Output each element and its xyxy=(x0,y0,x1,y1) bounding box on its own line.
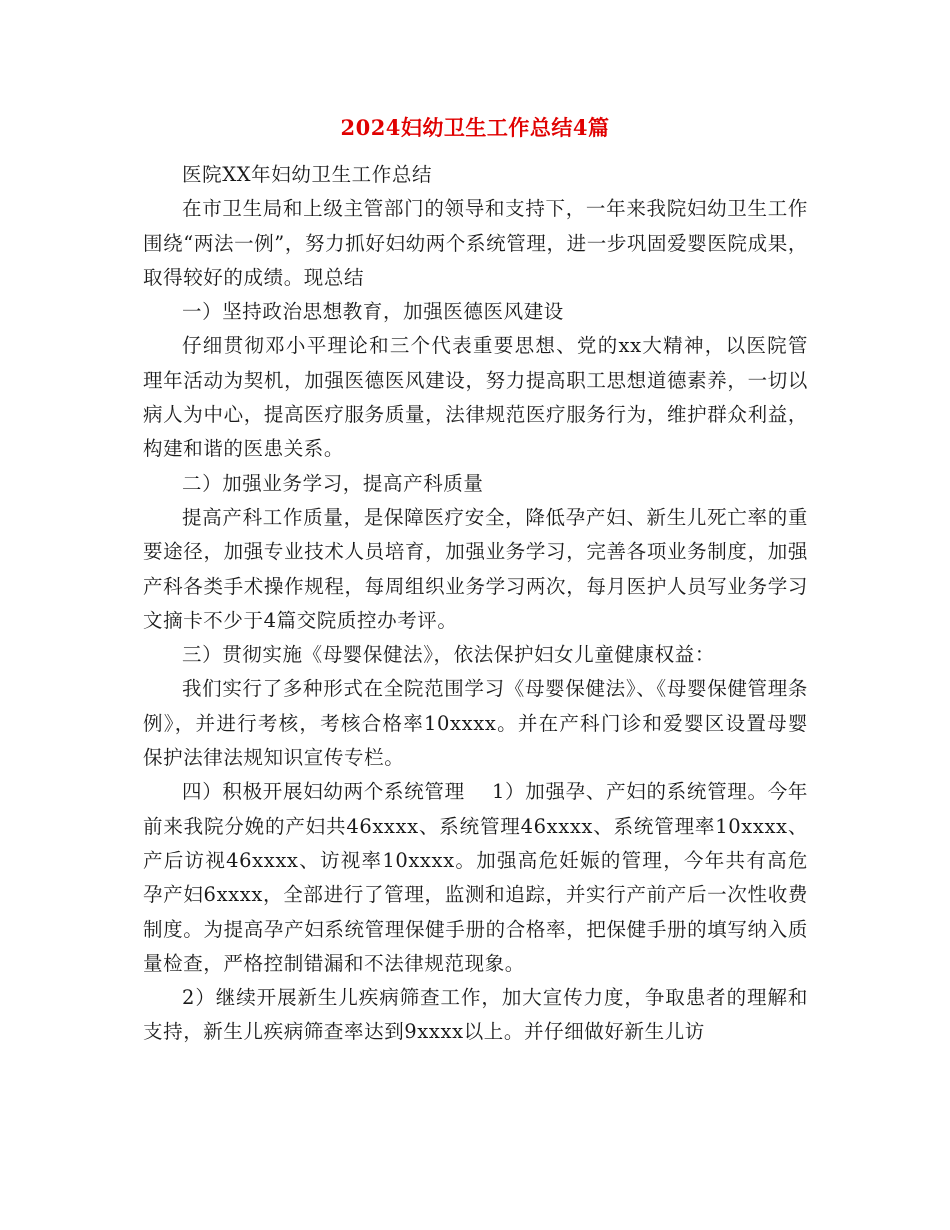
section-heading-3: 三）贯彻实施《母婴保健法》，依法保护妇女儿童健康权益： xyxy=(182,643,715,667)
section-heading-2: 二）加强业务学习，提高产科质量 xyxy=(182,471,484,495)
paragraph-section-2: 提高产科工作质量，是保障医疗安全，降低孕产妇、新生儿死亡率的重要途径，加强专业技术人员培育，加强业务学习，完善各项业务制度，加强产科各类手术操作规程，每周组织业务学习两次，每月医护人员写业务学习文摘卡不少于4篇交院质控办考评。 xyxy=(143,505,808,632)
document-title: 2024妇幼卫生工作总结4篇 xyxy=(340,115,610,140)
paragraph-section-4: 四）积极开展妇幼两个系统管理 1）加强孕、产妇的系统管理。今年前来我院分娩的产妇共46xxxx、系统管理46xxxx、系统管理率10xxxx、产后访视46xxxx、访视率10xxxx。加强高危妊娠的管理，今年共有高危孕产妇6xxxx，全部进行了管理，监测和追踪，并实行产前产后一次性收费制度。为提高孕产妇系统管理保健手册的合格率，把保健手册的填写纳入质量检查，严格控制错漏和不法律规范现象。 xyxy=(143,780,808,975)
paragraph-section-4-item-2: 2）继续开展新生儿疾病筛查工作，加大宣传力度，争取患者的理解和支持，新生儿疾病筛查率达到9xxxx以上。并仔细做好新生儿访 xyxy=(143,986,808,1044)
paragraph-heading: 医院XX年妇幼卫生工作总结 xyxy=(182,163,433,186)
document-body xyxy=(143,158,808,1050)
paragraph-section-3: 我们实行了多种形式在全院范围学习《母婴保健法》、《母婴保健管理条例》，并进行考核，考核合格率10xxxx。并在产科门诊和爱婴区设置母婴保护法律法规知识宣传专栏。 xyxy=(143,677,808,770)
section-heading-1: 一）坚持政治思想教育，加强医德医风建设 xyxy=(182,300,564,324)
paragraph-section-1: 仔细贯彻邓小平理论和三个代表重要思想、党的xx大精神，以医院管理年活动为契机，加强医德医风建设，努力提高职工思想道德素养，一切以病人为中心，提高医疗服务质量，法律规范医疗服务行为，维护群众利益，构建和谐的医患关系。 xyxy=(143,334,808,461)
paragraph-intro: 在市卫生局和上级主管部门的领导和支持下，一年来我院妇幼卫生工作围绕“两法一例”，努力抓好妇幼两个系统管理，进一步巩固爱婴医院成果，取得较好的成绩。现总结 xyxy=(143,197,808,289)
